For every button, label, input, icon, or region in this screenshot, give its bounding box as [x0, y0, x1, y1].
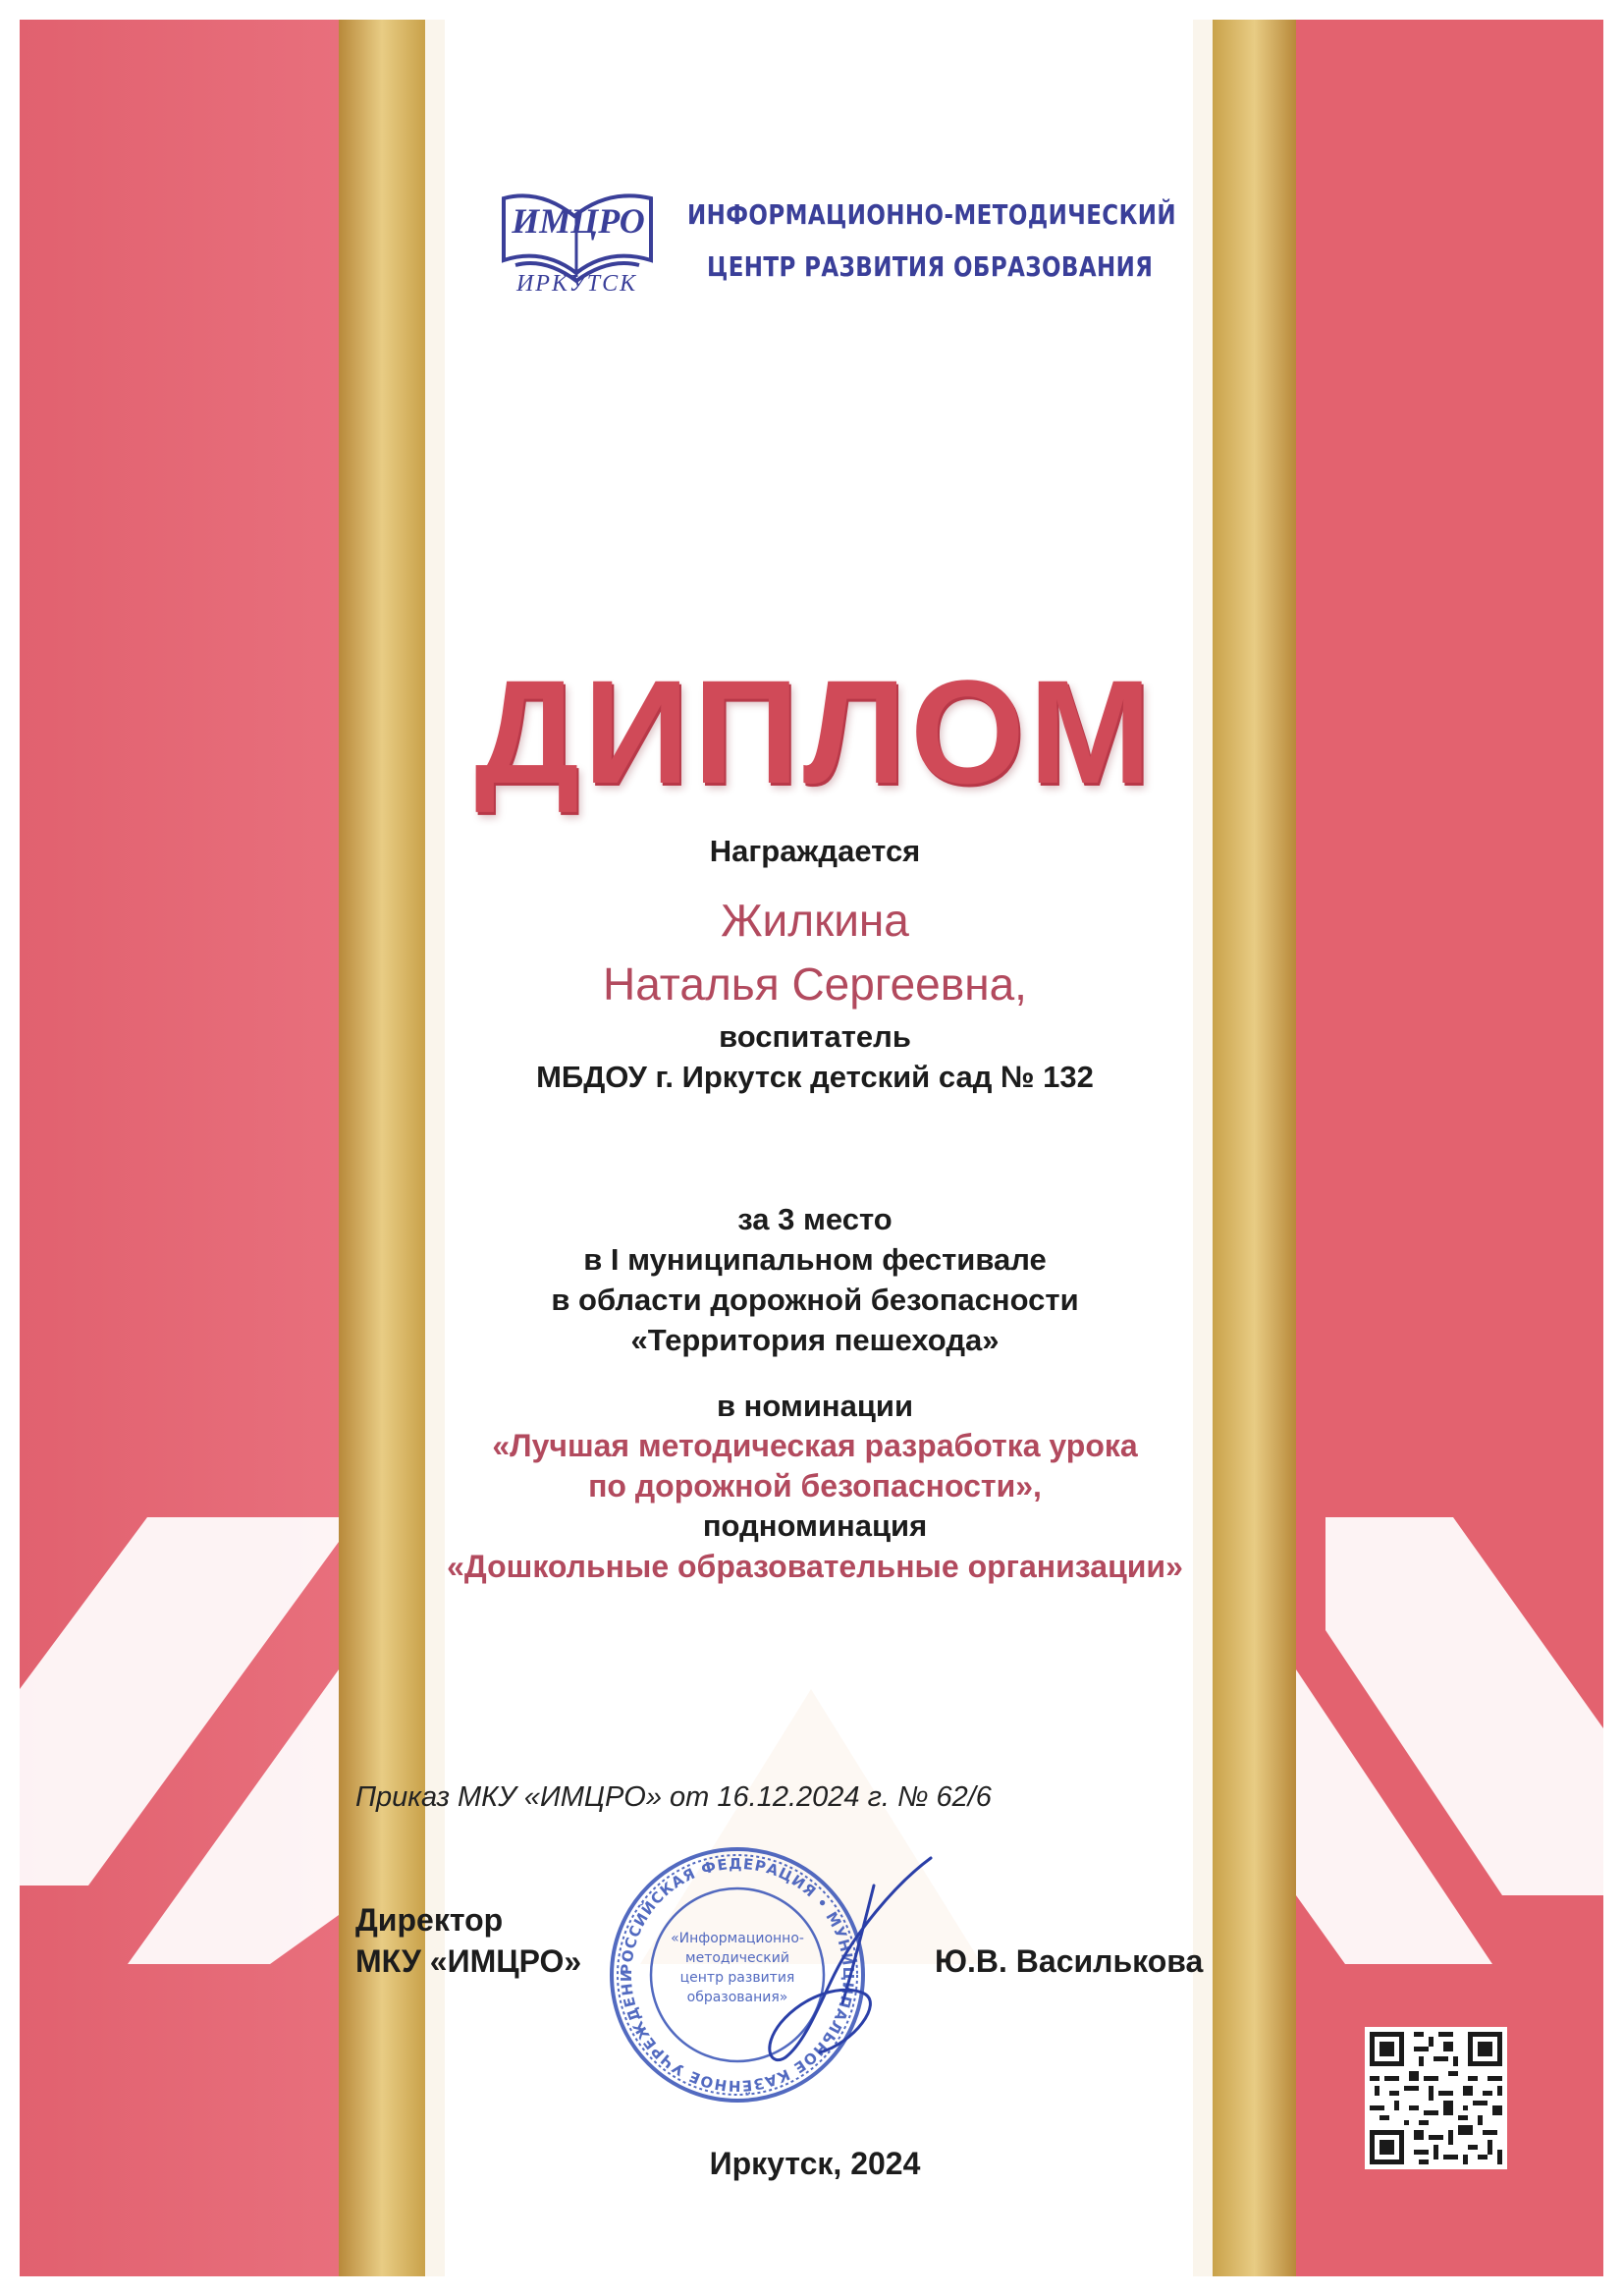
order-reference: Приказ МКУ «ИМЦРО» от 16.12.2024 г. № 62/6 [355, 1781, 992, 1813]
header-line-2: ЦЕНТР РАЗВИТИЯ ОБРАЗОВАНИЯ [707, 250, 1154, 283]
nomination-name-line-1: «Лучшая методическая разработка урока [492, 1428, 1138, 1463]
nomination-name-line-2: по дорожной безопасности», [588, 1468, 1042, 1503]
recipient-position: воспитатель [719, 1019, 911, 1054]
handwritten-signature [727, 1846, 943, 2082]
recipient-name: Наталья Сергеевна, [603, 958, 1027, 1010]
subnomination-label: подноминация [702, 1508, 928, 1543]
subnomination-name: «Дошкольные образовательные организации» [447, 1549, 1183, 1584]
logo-letters: ИМЦРО [512, 201, 645, 241]
stamp-inner-line-1: «Информационно- [671, 1931, 804, 1946]
achievement-line-3: в области дорожной безопасности [551, 1283, 1079, 1317]
stamp-inner-line-4: образования» [686, 1990, 788, 2005]
awarded-label: Награждается [709, 834, 921, 868]
signer-title-line-1: Директор [355, 1902, 504, 1938]
festival-name: «Территория пешехода» [630, 1323, 1000, 1357]
achievement-place: за 3 место [737, 1202, 893, 1236]
recipient-surname: Жилкина [721, 895, 909, 946]
stamp-inner-line-2: методический [685, 1950, 789, 1966]
qr-code-icon [1365, 2027, 1507, 2169]
diploma-title: ДИПЛОМ [474, 649, 1156, 814]
recipient-organization: МБДОУ г. Иркутск детский сад № 132 [536, 1060, 1094, 1094]
signer-name: Ю.В. Василькова [935, 1943, 1204, 1979]
nomination-label: в номинации [716, 1389, 914, 1423]
city-year: Иркутск, 2024 [709, 2146, 921, 2181]
stamp-inner-line-3: центр развития [679, 1970, 795, 1986]
stamp-outer-text: РОССИЙСКАЯ ФЕДЕРАЦИЯ • МУНИЦИПАЛЬНОЕ КАЗЁННОЕ УЧРЕЖДЕНИ [617, 1854, 858, 2096]
logo-city: ИРКУТСК [515, 271, 638, 297]
signer-title-line-2: МКУ «ИМЦРО» [355, 1943, 582, 1979]
achievement-line-2: в I муниципальном фестивале [583, 1242, 1047, 1277]
header-line-1: ИНФОРМАЦИОННО-МЕТОДИЧЕСКИЙ [687, 198, 1177, 231]
imcro-logo [496, 187, 658, 304]
right-gold-strip [1213, 20, 1296, 2276]
